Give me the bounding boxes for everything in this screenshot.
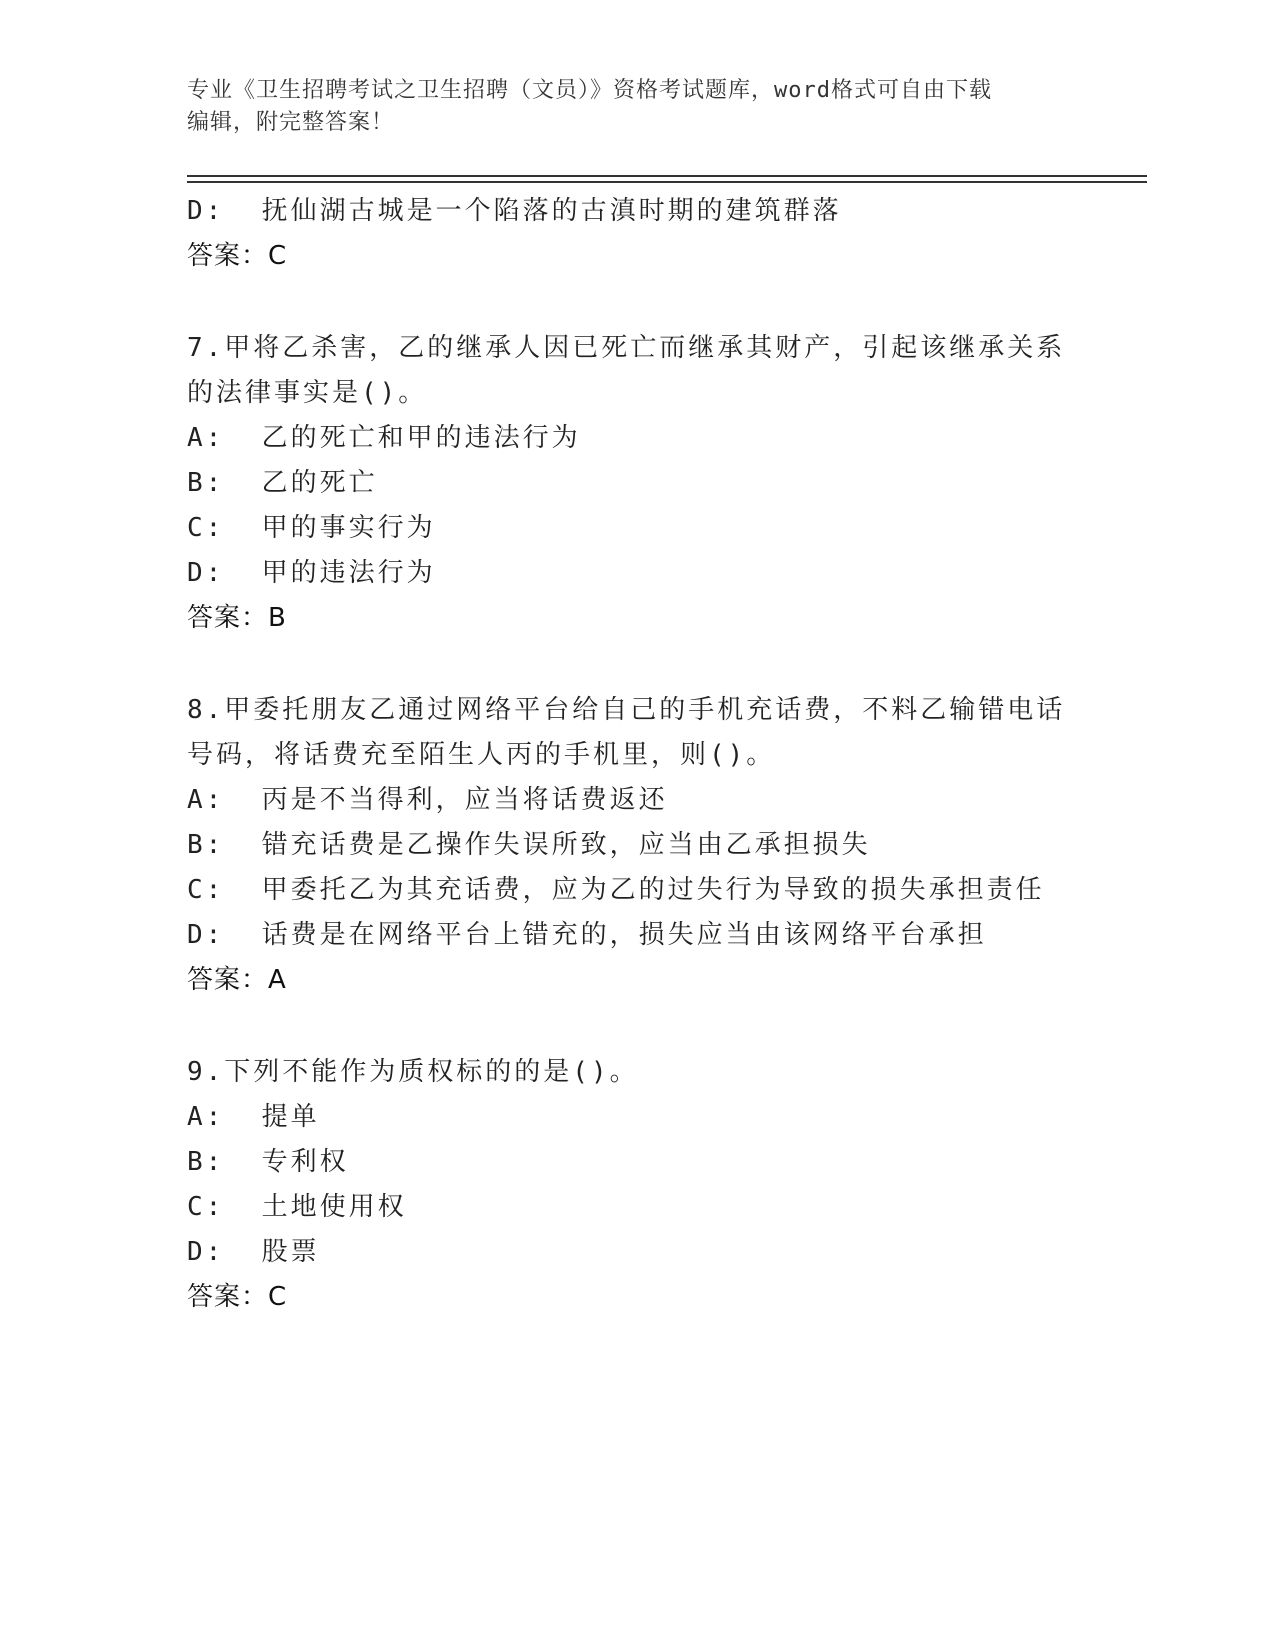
option-d: D: 甲的违法行为 — [187, 558, 436, 588]
option-d: D: 抚仙湖古城是一个陷落的古滇时期的建筑群落 — [187, 196, 842, 226]
header-divider-top — [187, 175, 1147, 177]
spacer — [187, 641, 1087, 688]
answer-line: 答案：C — [187, 241, 288, 271]
option-d: D: 话费是在网络平台上错充的，损失应当由该网络平台承担 — [187, 920, 987, 950]
previous-question-tail — [187, 189, 1087, 279]
answer-line: 答案：C — [187, 1282, 288, 1312]
spacer — [187, 279, 1087, 326]
option-b: B: 乙的死亡 — [187, 468, 378, 498]
option-c: C: 土地使用权 — [187, 1192, 407, 1222]
spacer — [187, 1003, 1087, 1050]
question-stem-line: 9.下列不能作为质权标的的是()。 — [187, 1057, 639, 1087]
option-c: C: 甲委托乙为其充话费，应为乙的过失行为导致的损失承担责任 — [187, 875, 1045, 905]
question-7 — [187, 326, 1087, 641]
answer-line: 答案：B — [187, 603, 287, 633]
answer-line: 答案：A — [187, 965, 287, 995]
option-b: B: 专利权 — [187, 1147, 349, 1177]
question-list — [187, 189, 1087, 1320]
question-9 — [187, 1050, 1087, 1320]
option-a: A: 提单 — [187, 1102, 320, 1132]
option-a: A: 丙是不当得利，应当将话费返还 — [187, 785, 668, 815]
option-d: D: 股票 — [187, 1237, 320, 1267]
document-header: 专业《卫生招聘考试之卫生招聘（文员）》资格考试题库，word格式可自由下载 编辑，附完整答案！ — [187, 78, 992, 135]
option-b: B: 错充话费是乙操作失误所致，应当由乙承担损失 — [187, 830, 871, 860]
question-stem-line: 的法律事实是()。 — [187, 378, 428, 408]
question-8 — [187, 688, 1087, 1003]
question-stem-line: 7.甲将乙杀害，乙的继承人因已死亡而继承其财产，引起该继承关系 — [187, 333, 1066, 363]
question-stem-line: 8.甲委托朋友乙通过网络平台给自己的手机充话费，不料乙输错电话 — [187, 695, 1066, 725]
option-a: A: 乙的死亡和甲的违法行为 — [187, 423, 581, 453]
option-c: C: 甲的事实行为 — [187, 513, 436, 543]
header-divider-bottom — [187, 181, 1147, 183]
question-stem-line: 号码，将话费充至陌生人丙的手机里，则()。 — [187, 740, 776, 770]
